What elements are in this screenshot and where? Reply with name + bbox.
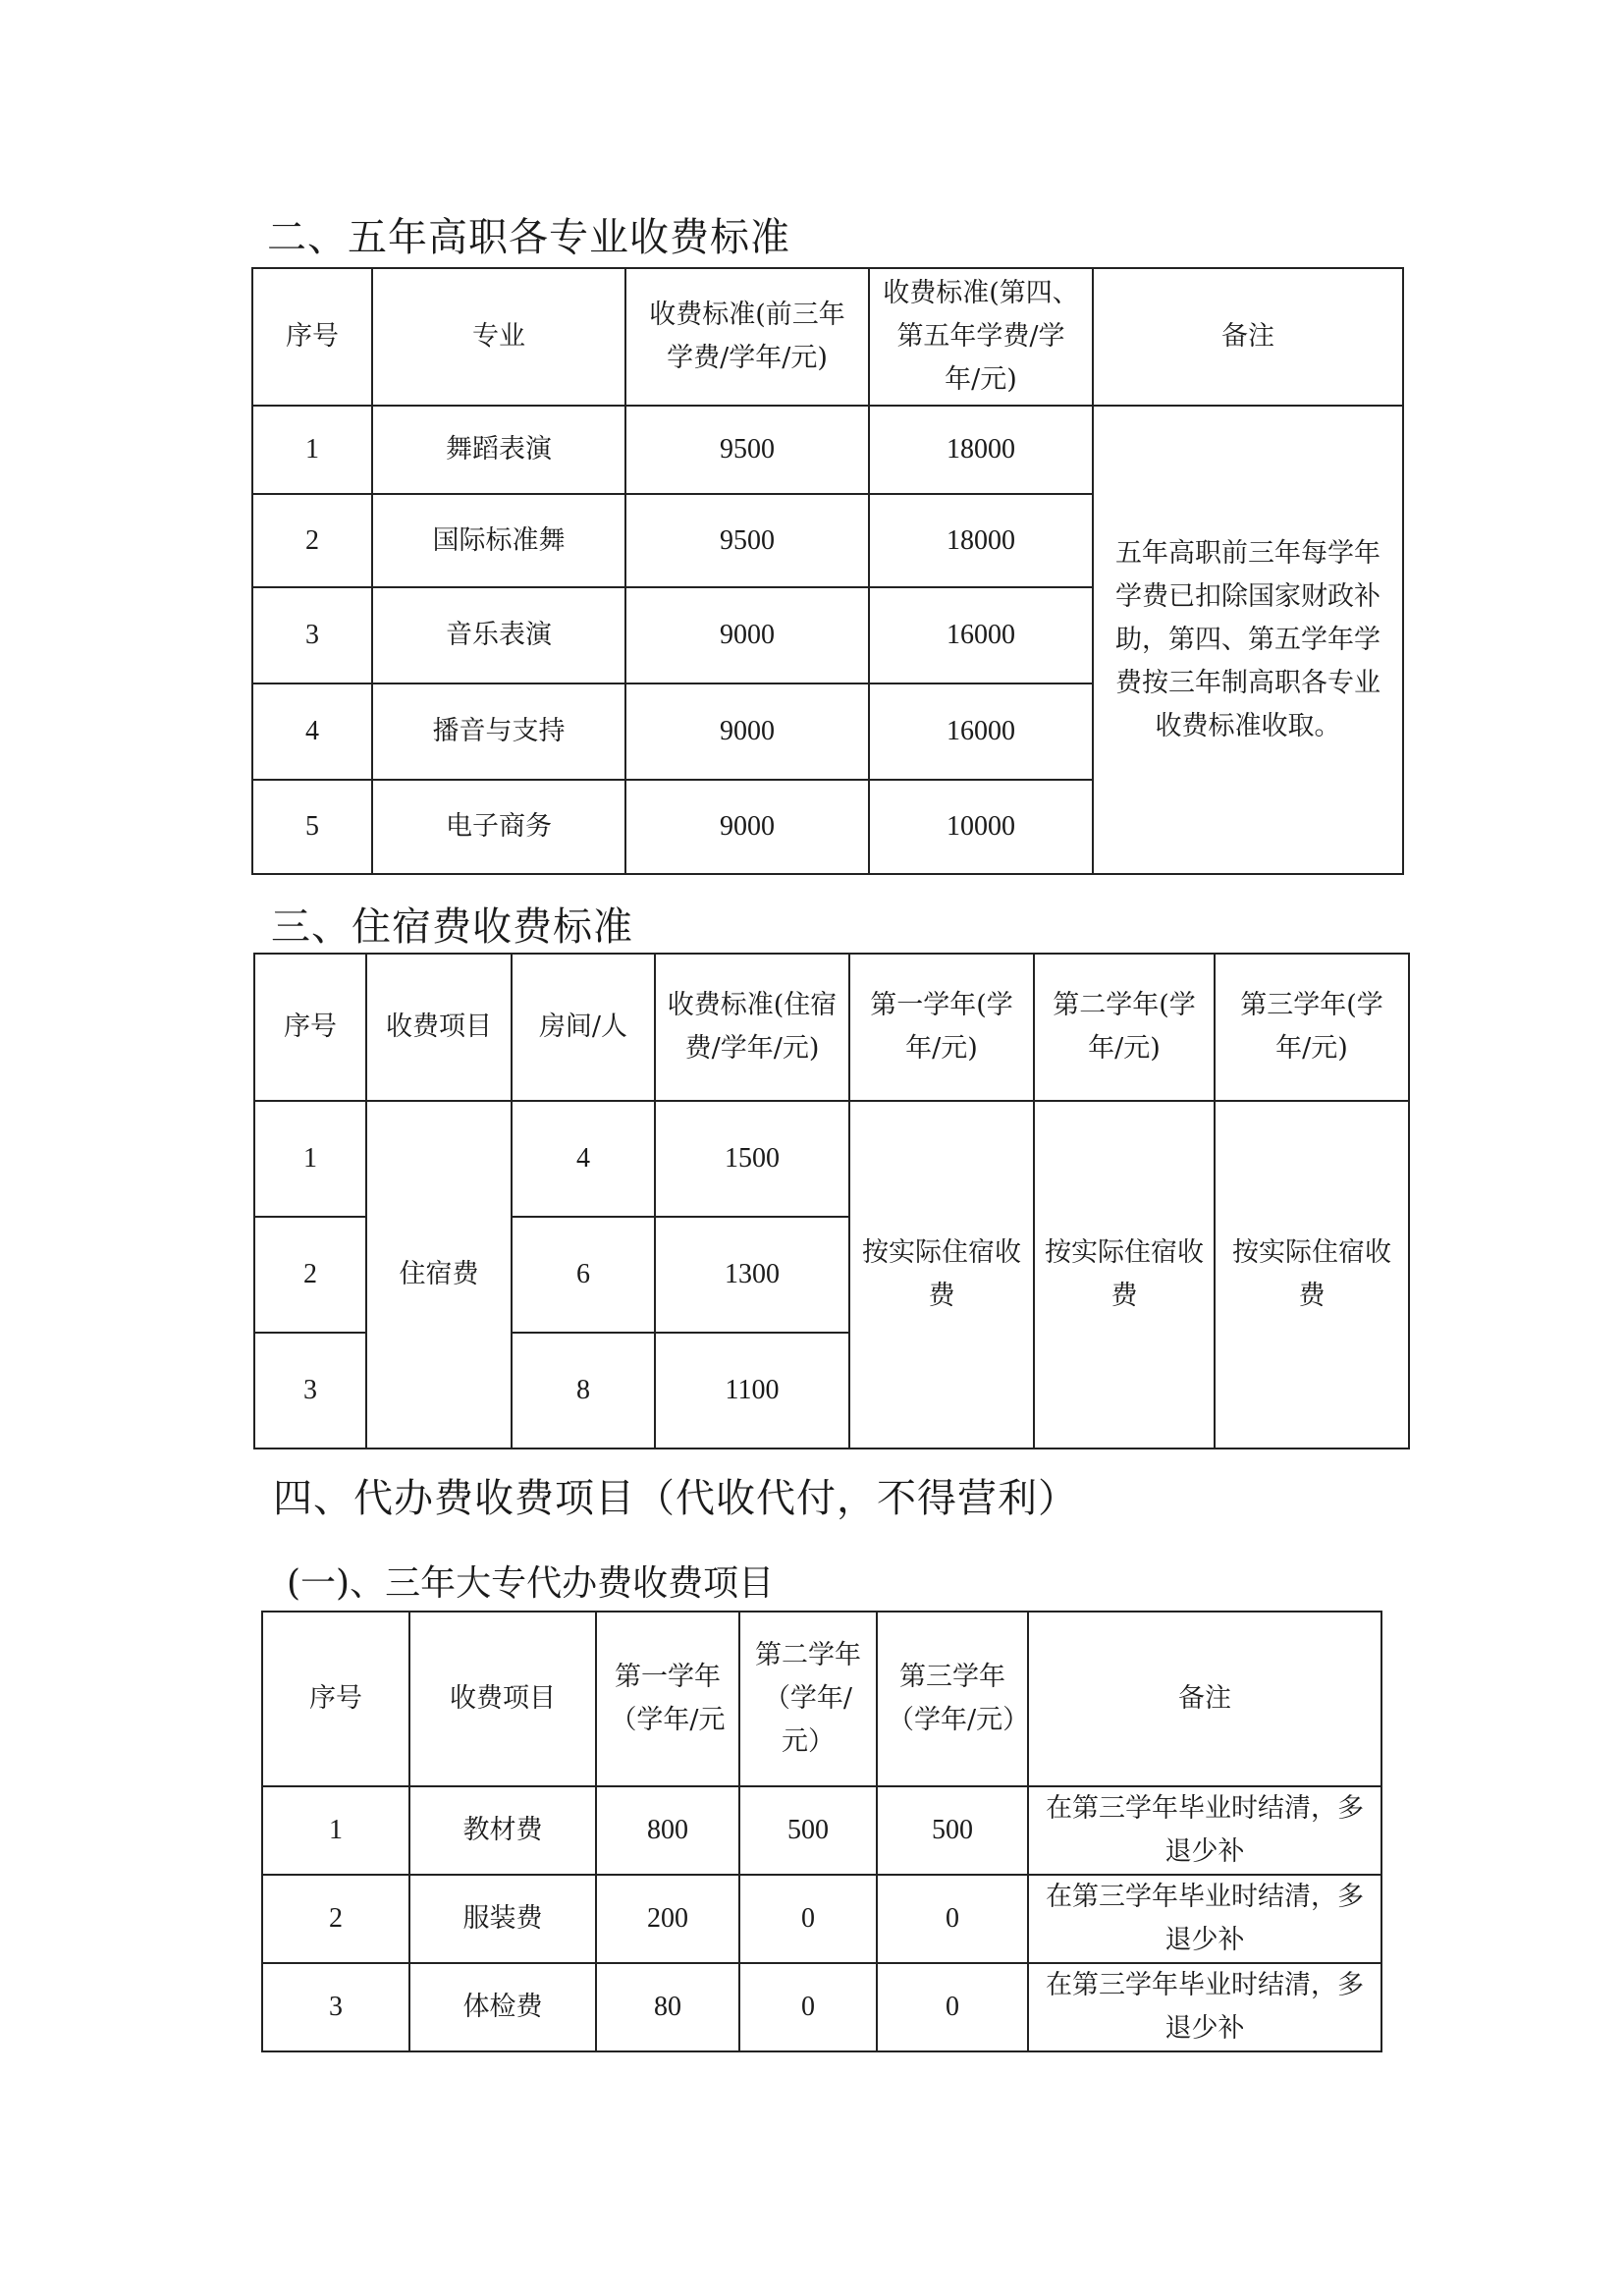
header-no: 序号	[252, 268, 372, 406]
row-fee2: 18000	[869, 406, 1093, 494]
row-note: 在第三学年毕业时结清，多退少补	[1028, 1963, 1381, 2051]
tuition-table	[251, 267, 1404, 875]
row-note: 在第三学年毕业时结清，多退少补	[1028, 1786, 1381, 1875]
row-fee2: 16000	[869, 683, 1093, 780]
row-year2: 500	[739, 1786, 877, 1875]
row-year1: 80	[596, 1963, 739, 2051]
table-row	[252, 406, 1403, 494]
header-note: 备注	[1093, 268, 1403, 406]
section2-title: 二、五年高职各专业收费标准	[267, 215, 790, 260]
header-major: 专业	[372, 268, 625, 406]
row-fee1: 9000	[625, 683, 869, 780]
row-major: 音乐表演	[372, 587, 625, 683]
row-fee1: 9500	[625, 406, 869, 494]
row-no: 3	[254, 1333, 366, 1449]
row-no: 2	[254, 1217, 366, 1333]
row-year3: 0	[877, 1875, 1028, 1963]
table-row	[262, 1875, 1381, 1963]
row-major: 舞蹈表演	[372, 406, 625, 494]
row-no: 1	[262, 1786, 409, 1875]
dorm-year1: 按实际住宿收费	[849, 1101, 1034, 1449]
table-header-row	[252, 268, 1403, 406]
row-no: 1	[252, 406, 372, 494]
header-item: 收费项目	[409, 1612, 596, 1786]
row-room: 8	[512, 1333, 655, 1449]
row-fee2: 18000	[869, 494, 1093, 587]
table-header-row	[254, 954, 1409, 1101]
agency-fee-table	[261, 1611, 1382, 2052]
header-year1: 第一学年（学年/元	[596, 1612, 739, 1786]
header-fee: 收费标准(住宿费/学年/元)	[655, 954, 849, 1101]
table-row	[262, 1786, 1381, 1875]
tuition-note: 五年高职前三年每学年学费已扣除国家财政补助，第四、第五学年学费按三年制高职各专业收费标准收取。	[1093, 406, 1403, 874]
dorm-year2: 按实际住宿收费	[1034, 1101, 1215, 1449]
header-no: 序号	[262, 1612, 409, 1786]
header-year3: 第三学年(学年/元)	[1215, 954, 1409, 1101]
row-room: 6	[512, 1217, 655, 1333]
row-fee1: 9000	[625, 587, 869, 683]
row-fee2: 10000	[869, 780, 1093, 874]
row-fee: 1500	[655, 1101, 849, 1217]
row-item: 服装费	[409, 1875, 596, 1963]
row-fee1: 9500	[625, 494, 869, 587]
header-item: 收费项目	[366, 954, 512, 1101]
table-header-row	[262, 1612, 1381, 1786]
row-no: 3	[252, 587, 372, 683]
row-major: 国际标准舞	[372, 494, 625, 587]
row-fee1: 9000	[625, 780, 869, 874]
row-item: 体检费	[409, 1963, 596, 2051]
row-no: 1	[254, 1101, 366, 1217]
header-fee-first-three: 收费标准(前三年学费/学年/元)	[625, 268, 869, 406]
row-no: 2	[262, 1875, 409, 1963]
row-fee: 1100	[655, 1333, 849, 1449]
section3-title: 三、住宿费收费标准	[271, 904, 633, 950]
row-no: 5	[252, 780, 372, 874]
row-note: 在第三学年毕业时结清，多退少补	[1028, 1875, 1381, 1963]
row-year3: 0	[877, 1963, 1028, 2051]
dormitory-table	[253, 953, 1410, 1449]
row-fee: 1300	[655, 1217, 849, 1333]
header-note: 备注	[1028, 1612, 1381, 1786]
header-year1: 第一学年(学年/元)	[849, 954, 1034, 1101]
row-no: 4	[252, 683, 372, 780]
table-row	[254, 1101, 1409, 1217]
row-major: 电子商务	[372, 780, 625, 874]
row-major: 播音与支持	[372, 683, 625, 780]
header-year3: 第三学年（学年/元）	[877, 1612, 1028, 1786]
row-no: 2	[252, 494, 372, 587]
row-year1: 200	[596, 1875, 739, 1963]
table-row	[262, 1963, 1381, 2051]
row-fee2: 16000	[869, 587, 1093, 683]
header-year2: 第二学年（学年/元）	[739, 1612, 877, 1786]
section4-title: 四、代办费收费项目（代收代付，不得营利）	[273, 1476, 1078, 1521]
header-room: 房间/人	[512, 954, 655, 1101]
row-year1: 800	[596, 1786, 739, 1875]
row-no: 3	[262, 1963, 409, 2051]
row-year2: 0	[739, 1963, 877, 2051]
dorm-year3: 按实际住宿收费	[1215, 1101, 1409, 1449]
header-year2: 第二学年(学年/元)	[1034, 954, 1215, 1101]
header-no: 序号	[254, 954, 366, 1101]
dorm-item: 住宿费	[366, 1101, 512, 1449]
row-room: 4	[512, 1101, 655, 1217]
row-item: 教材费	[409, 1786, 596, 1875]
section4-subtitle: (一)、三年大专代办费收费项目	[287, 1563, 775, 1604]
row-year2: 0	[739, 1875, 877, 1963]
row-year3: 500	[877, 1786, 1028, 1875]
header-fee-four-five: 收费标准(第四、第五年学费/学年/元)	[869, 268, 1093, 406]
